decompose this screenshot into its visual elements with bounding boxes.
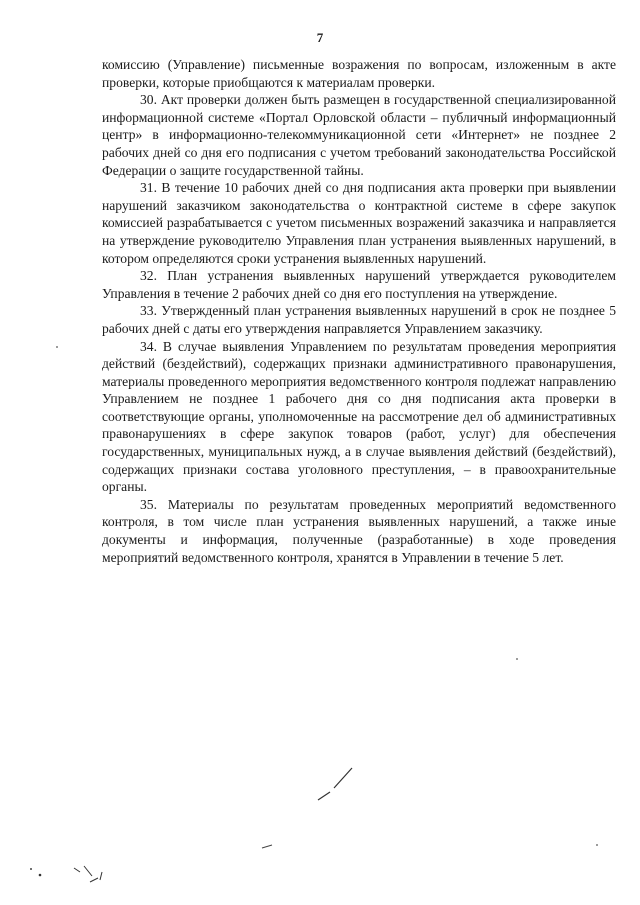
pen-stroke-mark bbox=[318, 768, 352, 800]
scan-speck bbox=[56, 346, 58, 348]
paragraph-31: 31. В течение 10 рабочих дней со дня подписания акта проверки при выявлении нарушений заказчиком законодательства о контрактной системе в сфере закупок комиссией разрабатывается с учетом письменных возражений заказчика и направляется на утверждение руководителю Управления план устранения выявленных нарушений, в котором определяются сроки устранения выявленных нарушений. bbox=[102, 180, 616, 266]
pen-dash-mark bbox=[262, 845, 272, 848]
paragraph-35: 35. Материалы по результатам проведенных мероприятий ведомственного контроля, в том числе план устранения выявленных нарушений, а также иные документы и информация, полученные (разработанные) в ходе проведения мероприятий ведомственного контроля, хранятся в Управлении в течение 5 лет. bbox=[102, 496, 616, 565]
paragraph-continuation: комиссию (Управление) письменные возражения по вопросам, изложенным в акте проверки, которые приобщаются к материалам проверки. bbox=[102, 57, 616, 90]
scan-speck bbox=[39, 874, 42, 877]
paragraph-34: 34. В случае выявления Управлением по результатам проведения мероприятия действий (бездействий), содержащих признаки административного правонарушения, материалы проведенного мероприятия ведомственного контроля подлежат направлению Управлением не позднее 1 рабочего дня со дня подписания акта проверки в соответствующие органы, уполномоченные на рассмотрение дел об административных правонарушениях в сфере закупок товаров (работ, услуг) для обеспечения государственных, муниципальных нужд, а в случае выявления действий (бездействий), содержащих признаки состава уголовного преступления, – в правоохранительные органы. bbox=[102, 338, 616, 495]
paragraph-30: 30. Акт проверки должен быть размещен в государственной специализированной информационной системе «Портал Орловской области – публичный информационный центр» в информационно-телекоммуникационной сети «Интернет» не позднее 2 рабочих дней со дня его подписания с учетом требований законодательства Российской Федерации о защите государственной тайны. bbox=[102, 92, 616, 178]
page-number: 7 bbox=[316, 30, 324, 45]
paragraph-33: 33. Утвержденный план устранения выявленных нарушений в срок не позднее 5 рабочих дней с даты его утверждения направляется Управлением заказчику. bbox=[102, 303, 616, 336]
scan-scribble bbox=[74, 866, 102, 882]
scan-speck bbox=[30, 868, 32, 870]
document-body bbox=[102, 56, 616, 566]
scan-speck bbox=[516, 658, 518, 660]
scan-speck bbox=[596, 844, 598, 846]
paragraph-32: 32. План устранения выявленных нарушений утверждается руководителем Управления в течение 2 рабочих дней со дня его поступления на утверждение. bbox=[102, 268, 616, 301]
